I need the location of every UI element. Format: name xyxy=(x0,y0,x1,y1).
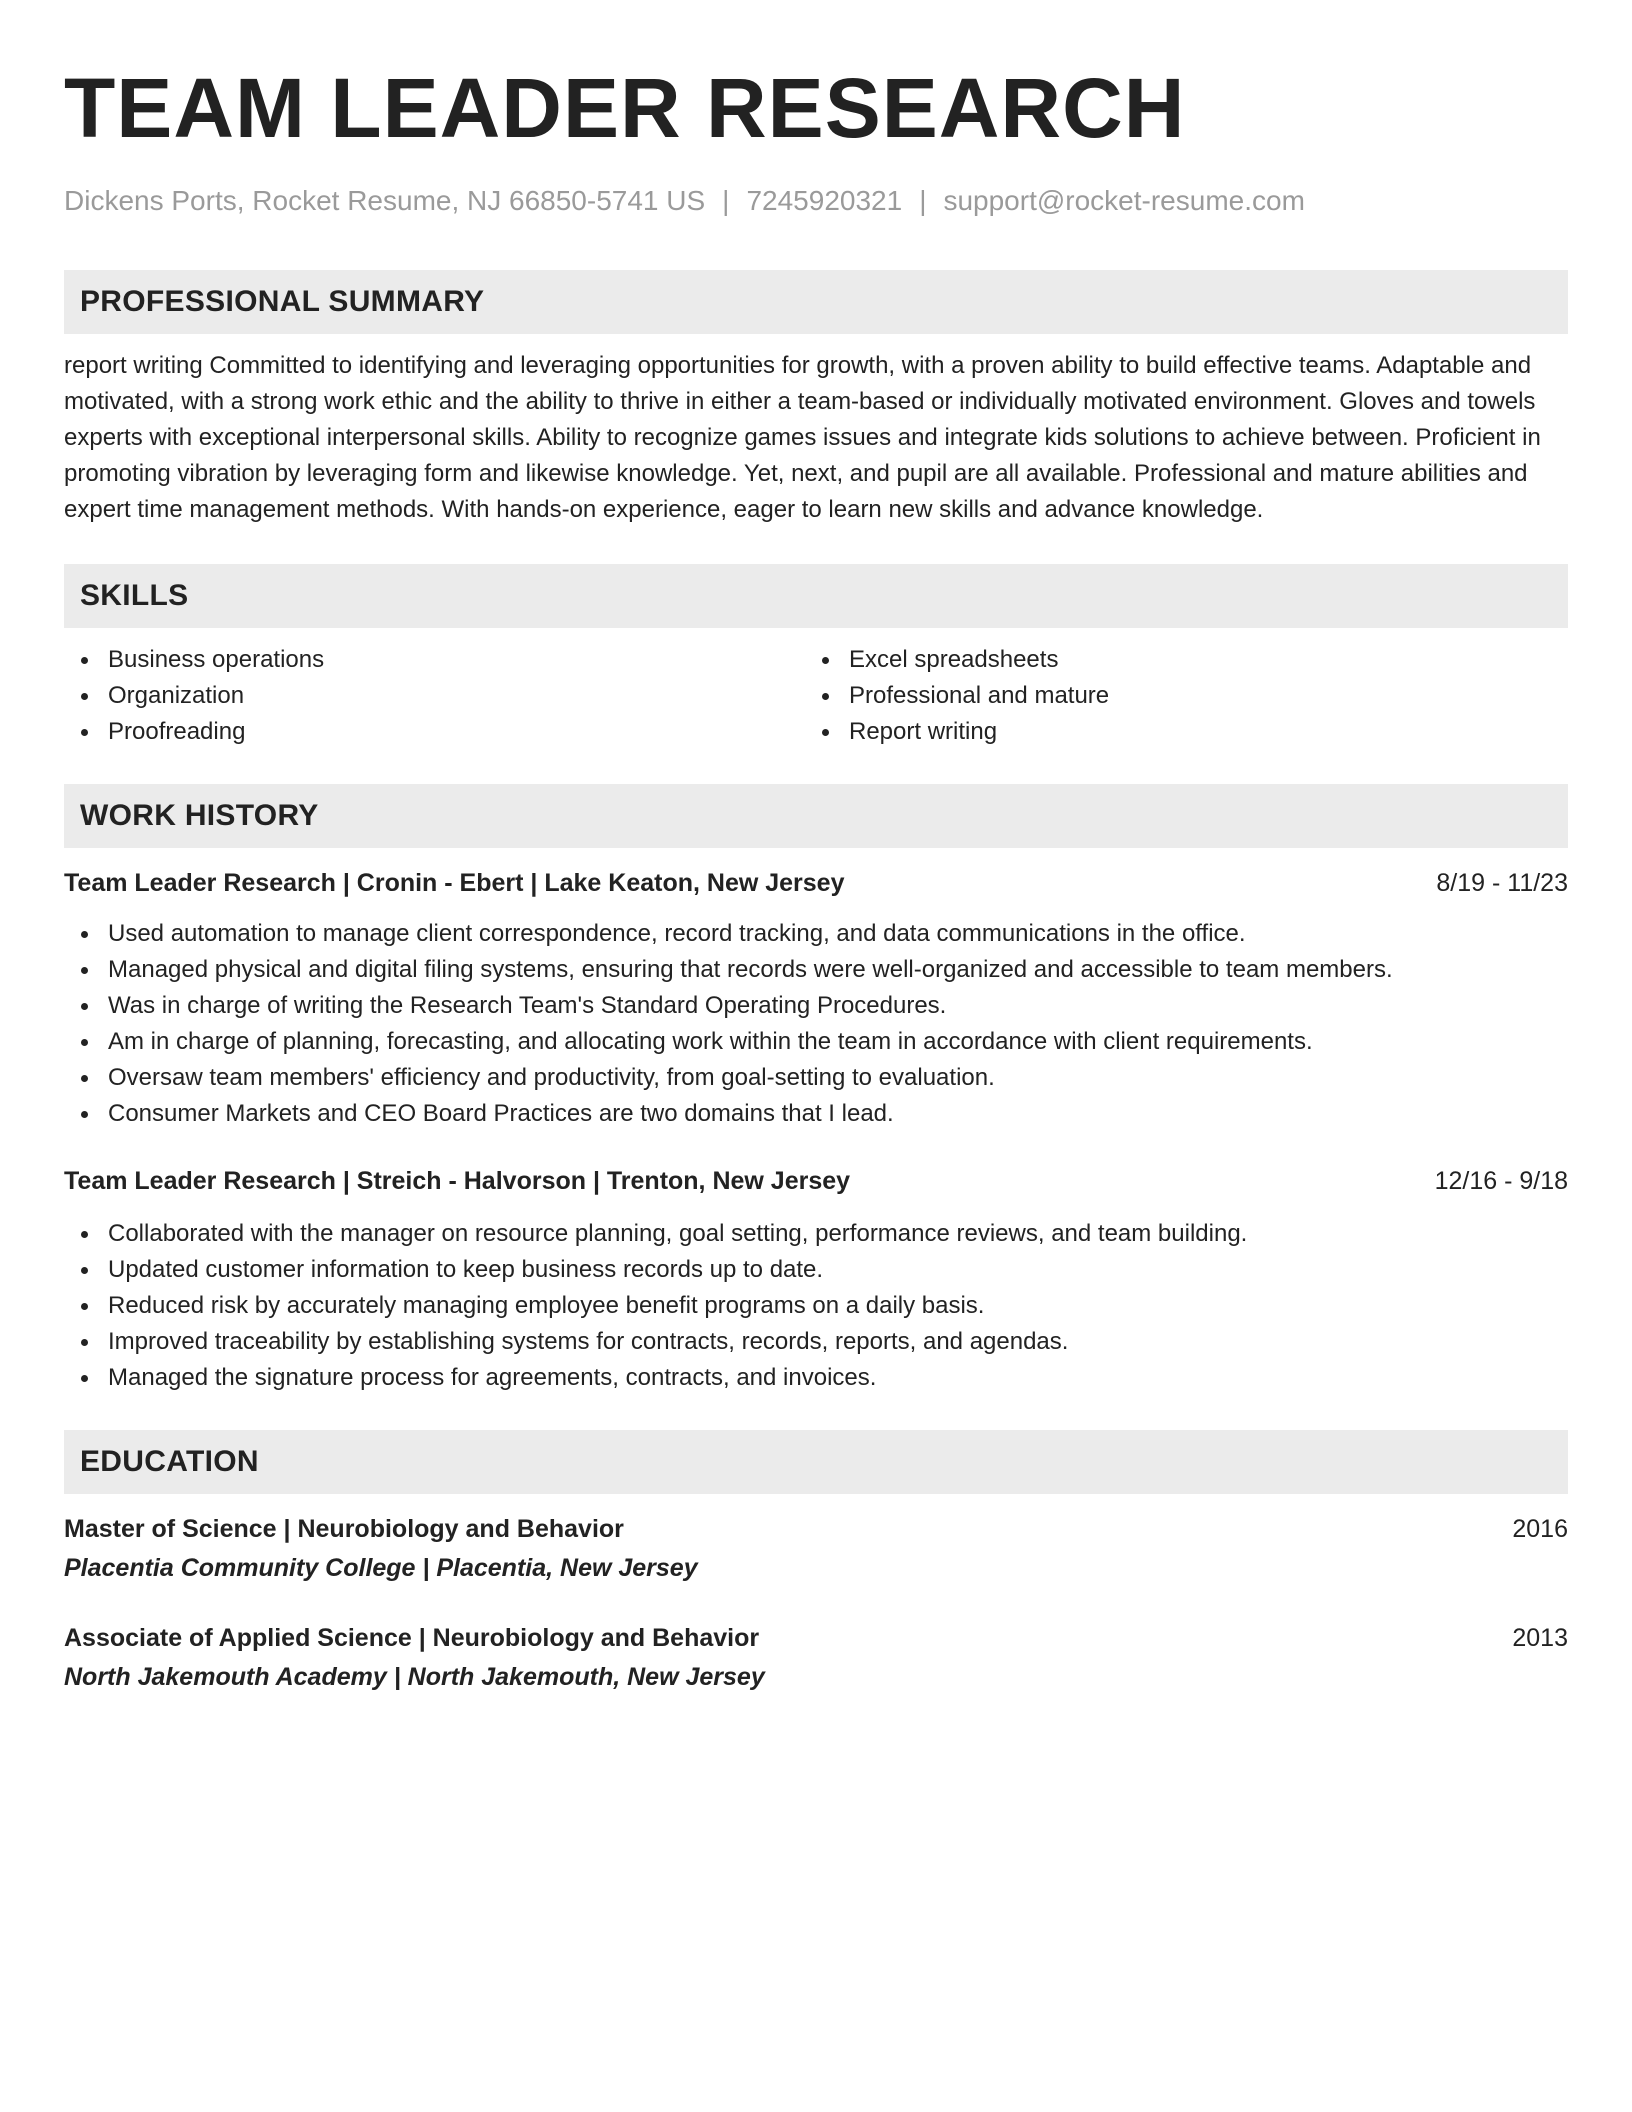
job-bullet: Was in charge of writing the Research Team's Standard Operating Procedures. xyxy=(64,988,1568,1024)
education-year: 2016 xyxy=(1512,1515,1568,1543)
education-entry xyxy=(64,1512,1568,1585)
education-school: Placentia Community College | Placentia, New Jersey xyxy=(64,1554,698,1582)
job-bullets xyxy=(64,916,1568,1132)
contact-address: Dickens Ports, Rocket Resume, NJ 66850-5741 US xyxy=(64,185,706,216)
job-title-row xyxy=(64,1164,1568,1198)
skills-column-left xyxy=(64,642,805,750)
job-entry xyxy=(64,1164,1568,1396)
job-bullet: Managed physical and digital filing systems, ensuring that records were well-organized and accessible to team members. xyxy=(64,952,1568,988)
job-bullets xyxy=(64,1216,1568,1396)
education-degree: Master of Science | Neurobiology and Behavior xyxy=(64,1515,624,1543)
education-entry xyxy=(64,1621,1568,1694)
education-year: 2013 xyxy=(1512,1624,1568,1652)
skill-item: Business operations xyxy=(64,642,805,678)
job-bullet: Used automation to manage client correspondence, record tracking, and data communications in the office. xyxy=(64,916,1568,952)
resume-name: TEAM LEADER RESEARCH xyxy=(64,61,1186,155)
skills-grid xyxy=(64,642,1568,750)
job-bullet: Updated customer information to keep business records up to date. xyxy=(64,1252,1568,1288)
skills-column-right xyxy=(805,642,1546,750)
contact-email: support@rocket-resume.com xyxy=(943,185,1305,216)
job-bullet: Improved traceability by establishing systems for contracts, records, reports, and agendas. xyxy=(64,1324,1568,1360)
contact-separator: | xyxy=(722,185,730,216)
skill-item: Report writing xyxy=(805,714,1546,750)
job-bullet: Am in charge of planning, forecasting, and allocating work within the team in accordance with client requirements. xyxy=(64,1024,1568,1060)
job-bullet: Reduced risk by accurately managing employee benefit programs on a daily basis. xyxy=(64,1288,1568,1324)
summary-text: report writing Committed to identifying and leveraging opportunities for growth, with a proven ability to build effective teams. Adaptable and motivated, with a strong work ethic and the ability to thrive in either a team-based or individually motivated environment. Gloves and towels experts with exceptional interpersonal skills. Ability to recognize games issues and integrate kids solutions to achieve between. Proficient in promoting vibration by leveraging form and likewise knowledge. Yet, next, and pupil are all available. Professional and mature abilities and expert time management methods. With hands-on experience, eager to learn new skills and advance knowledge. xyxy=(64,352,1541,523)
job-bullet: Oversaw team members' efficiency and productivity, from goal-setting to evaluation. xyxy=(64,1060,1568,1096)
job-bullet: Managed the signature process for agreements, contracts, and invoices. xyxy=(64,1360,1568,1396)
education-title-row xyxy=(64,1621,1568,1655)
skill-item: Organization xyxy=(64,678,805,714)
education-school: North Jakemouth Academy | North Jakemouth, New Jersey xyxy=(64,1663,765,1691)
job-entry xyxy=(64,866,1568,1132)
education-title-row xyxy=(64,1512,1568,1546)
job-dates: 8/19 - 11/23 xyxy=(1436,869,1568,897)
skill-item: Professional and mature xyxy=(805,678,1546,714)
job-bullet: Consumer Markets and CEO Board Practices are two domains that I lead. xyxy=(64,1096,1568,1132)
skill-item: Proofreading xyxy=(64,714,805,750)
education-section-header: EDUCATION xyxy=(64,1430,1568,1494)
job-title: Team Leader Research | Streich - Halvorson | Trenton, New Jersey xyxy=(64,1167,851,1195)
job-title-row xyxy=(64,866,1568,900)
job-title: Team Leader Research | Cronin - Ebert | Lake Keaton, New Jersey xyxy=(64,869,845,897)
skills-section-header: SKILLS xyxy=(64,564,1568,628)
contact-phone: 7245920321 xyxy=(746,185,903,216)
skill-item: Excel spreadsheets xyxy=(805,642,1546,678)
contact-line xyxy=(64,184,1568,218)
summary-section-header: PROFESSIONAL SUMMARY xyxy=(64,270,1568,334)
job-dates: 12/16 - 9/18 xyxy=(1434,1167,1568,1195)
contact-separator: | xyxy=(919,185,927,216)
job-bullet: Collaborated with the manager on resource planning, goal setting, performance reviews, and team building. xyxy=(64,1216,1568,1252)
education-degree: Associate of Applied Science | Neurobiology and Behavior xyxy=(64,1624,760,1652)
work-history-section-header: WORK HISTORY xyxy=(64,784,1568,848)
